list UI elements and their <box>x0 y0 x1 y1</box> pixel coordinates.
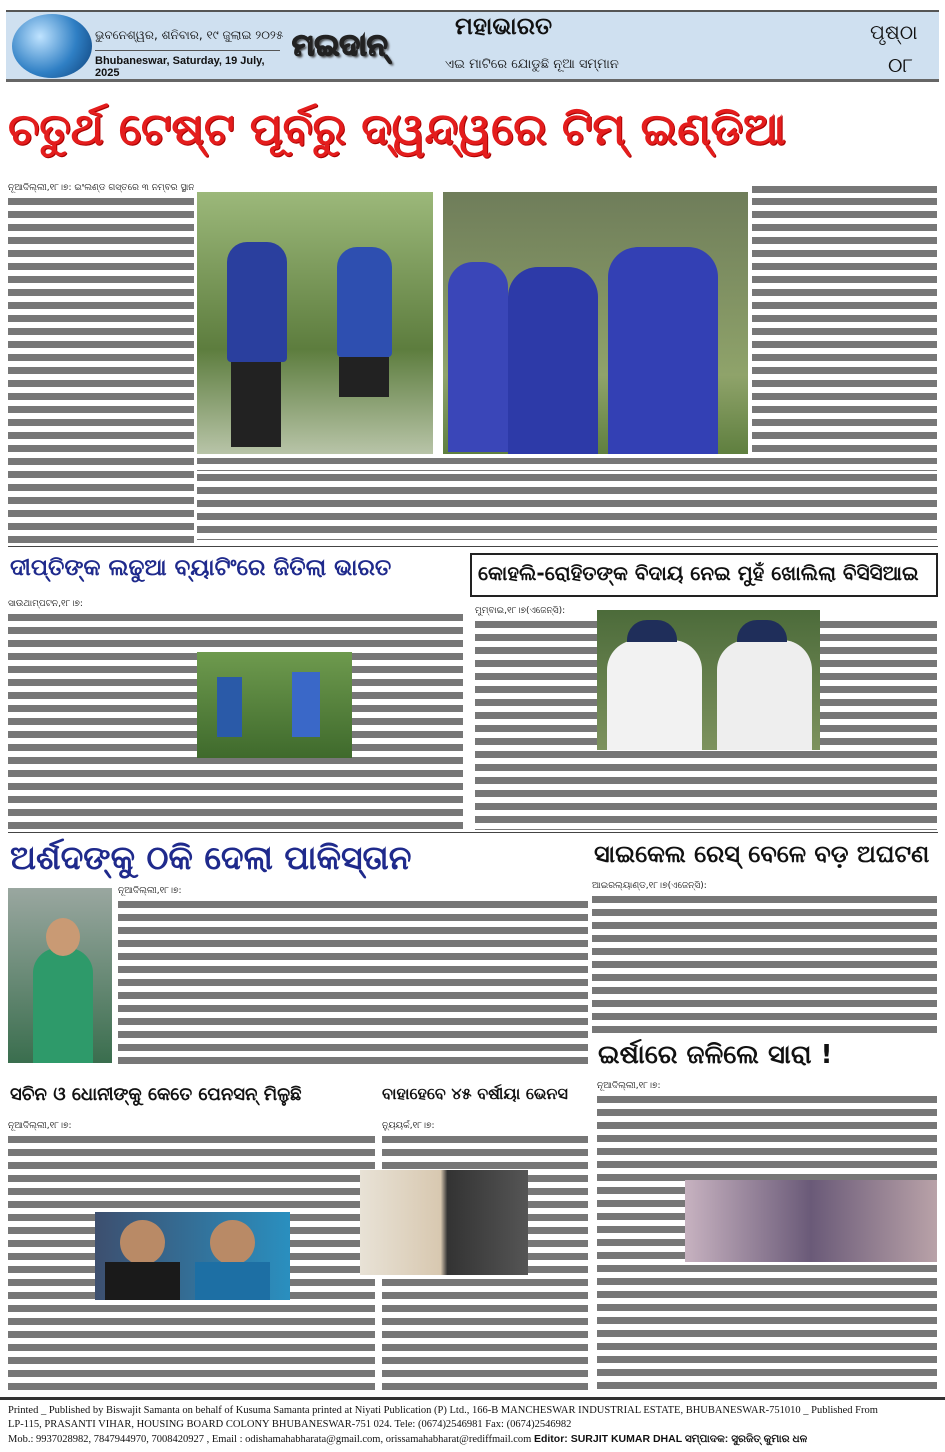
headline: ସାଇକେଲ ରେସ୍ ବେଳେ ବଡ଼ ଅଘଟଣ <box>594 840 930 868</box>
headline: ବାହାହେବେ ୪୫ ବର୍ଷୀୟା ଭେନସ <box>382 1084 568 1103</box>
imprint-line: Printed _ Published by Biswajit Samanta on behalf of Kusuma Samanta printed at Niyati Publication (P) Ltd., 166-B MANCHESWAR INDUSTRIAL ESTATE, BHUBANESWAR-751010 _ Published From <box>8 1405 878 1416</box>
photo-sara <box>685 1180 937 1262</box>
divider <box>8 832 938 833</box>
imprint-footer <box>0 1397 945 1451</box>
photo-kohli-rohit <box>597 610 820 750</box>
headline: ଅର୍ଶଦଙ୍କୁ ଠକି ଦେଲା ପାକିସ୍ତାନ <box>10 838 412 877</box>
article-lead: ସାଉଥାମ୍ପଟନ,୧୮।୭: <box>8 598 463 611</box>
article-body <box>752 182 937 454</box>
globe-logo-icon <box>12 14 92 78</box>
tagline: ଏଇ ମାଟିରେ ଯୋଡୁଛି ନୂଆ ସମ୍ମାନ <box>445 57 619 72</box>
article-lead: ନୂଆଦିଲ୍ଲୀ,୧୮।୭: <box>8 1120 375 1133</box>
section-title: ମଇଦାନ୍ <box>292 28 388 63</box>
photo-sachin-dhoni <box>95 1212 290 1300</box>
headline: ସଚିନ ଓ ଧୋନୀଙ୍କୁ କେତେ ପେନସନ୍ ମିଳୁଛି <box>10 1084 302 1105</box>
article-lead: ନ୍ୟୁୟର୍କ,୧୮।୭: <box>382 1120 588 1133</box>
headline: ଦୀପ୍ତିଙ୍କ ଲଢୁଆ ବ୍ୟାଟିଂରେ ଜିତିଲା ଭାରତ <box>10 555 392 581</box>
photo-cricket-batting <box>197 652 352 758</box>
divider <box>8 546 938 547</box>
photo-arshad <box>8 888 112 1063</box>
page-number: ୦୮ <box>888 53 913 77</box>
lead-headline: ଚତୁର୍ଥ ଟେଷ୍ଟ ପୂର୍ବରୁ ଦ୍ୱନ୍ଦ୍ୱରେ ଟିମ୍ ଇଣ୍ଡିଆ <box>8 104 786 155</box>
article-body <box>197 458 937 540</box>
headline: ଇର୍ଷାରେ ଜଳିଲେ ସାରା ! <box>598 1040 833 1070</box>
article-lead: ନୂଆଦିଲ୍ଲୀ,୧୮।୭: <box>597 1080 937 1093</box>
photo-venus-couple <box>360 1170 528 1275</box>
photo-players-2 <box>443 192 748 454</box>
divider <box>95 50 280 51</box>
article-body <box>118 885 588 1065</box>
headline: କୋହଲି-ରୋହିତଙ୍କ ବିଦାୟ ନେଇ ମୁହଁ ଖୋଲିଲା ବିସିସିଆଇ <box>470 553 938 597</box>
article-body <box>592 880 937 1035</box>
newspaper-logo: ମହାଭାରତ <box>455 12 553 40</box>
imprint-line: LP-115, PRASANTI VIHAR, HOUSING BOARD COLONY BHUBANESWAR-751 024. Tele: (0674)2546981 Fax: (0674)2546982 <box>8 1419 572 1430</box>
article-lead: ନୂଆଦିଲ୍ଲୀ,୧୮।୭: <box>118 885 588 898</box>
editor-credit: Editor: SURJIT KUMAR DHAL ସମ୍ପାଦକ: ସୁରଜିତ୍ କୁମାର ଧଳ <box>533 1433 808 1445</box>
article-lead: ମୁମ୍ବାଇ,୧୮।୭(ଏଜେନ୍ସି): <box>475 605 937 618</box>
date-english: Bhubaneswar, Saturday, 19 July, 2025 <box>95 55 265 79</box>
article-body <box>8 182 194 544</box>
contact-line: Mob.: 9937028982, 7847944970, 7008420927 , Email : odishamahabharata@gmail.com, orissamahabharat@rediffmail.com <box>8 1434 532 1445</box>
page-label: ପୃଷ୍ଠା <box>870 20 918 44</box>
photo-players-1 <box>197 192 433 454</box>
article-lead: ଆଇରଲ୍ୟାଣ୍ଡ,୧୮।୭(ଏଜେନ୍ସି): <box>592 880 937 893</box>
article-lead: ନୂଆଦିଲ୍ଲୀ,୧୮।୭: ଇଂଲଣ୍ଡ ଗସ୍ତରେ ୩ ନମ୍ବର ସ୍ଥାନ <box>8 183 194 193</box>
date-odia: ଭୁବନେଶ୍ୱର, ଶନିବାର, ୧୯ ଜୁଲାଇ ୨୦୨୫ <box>95 28 284 42</box>
